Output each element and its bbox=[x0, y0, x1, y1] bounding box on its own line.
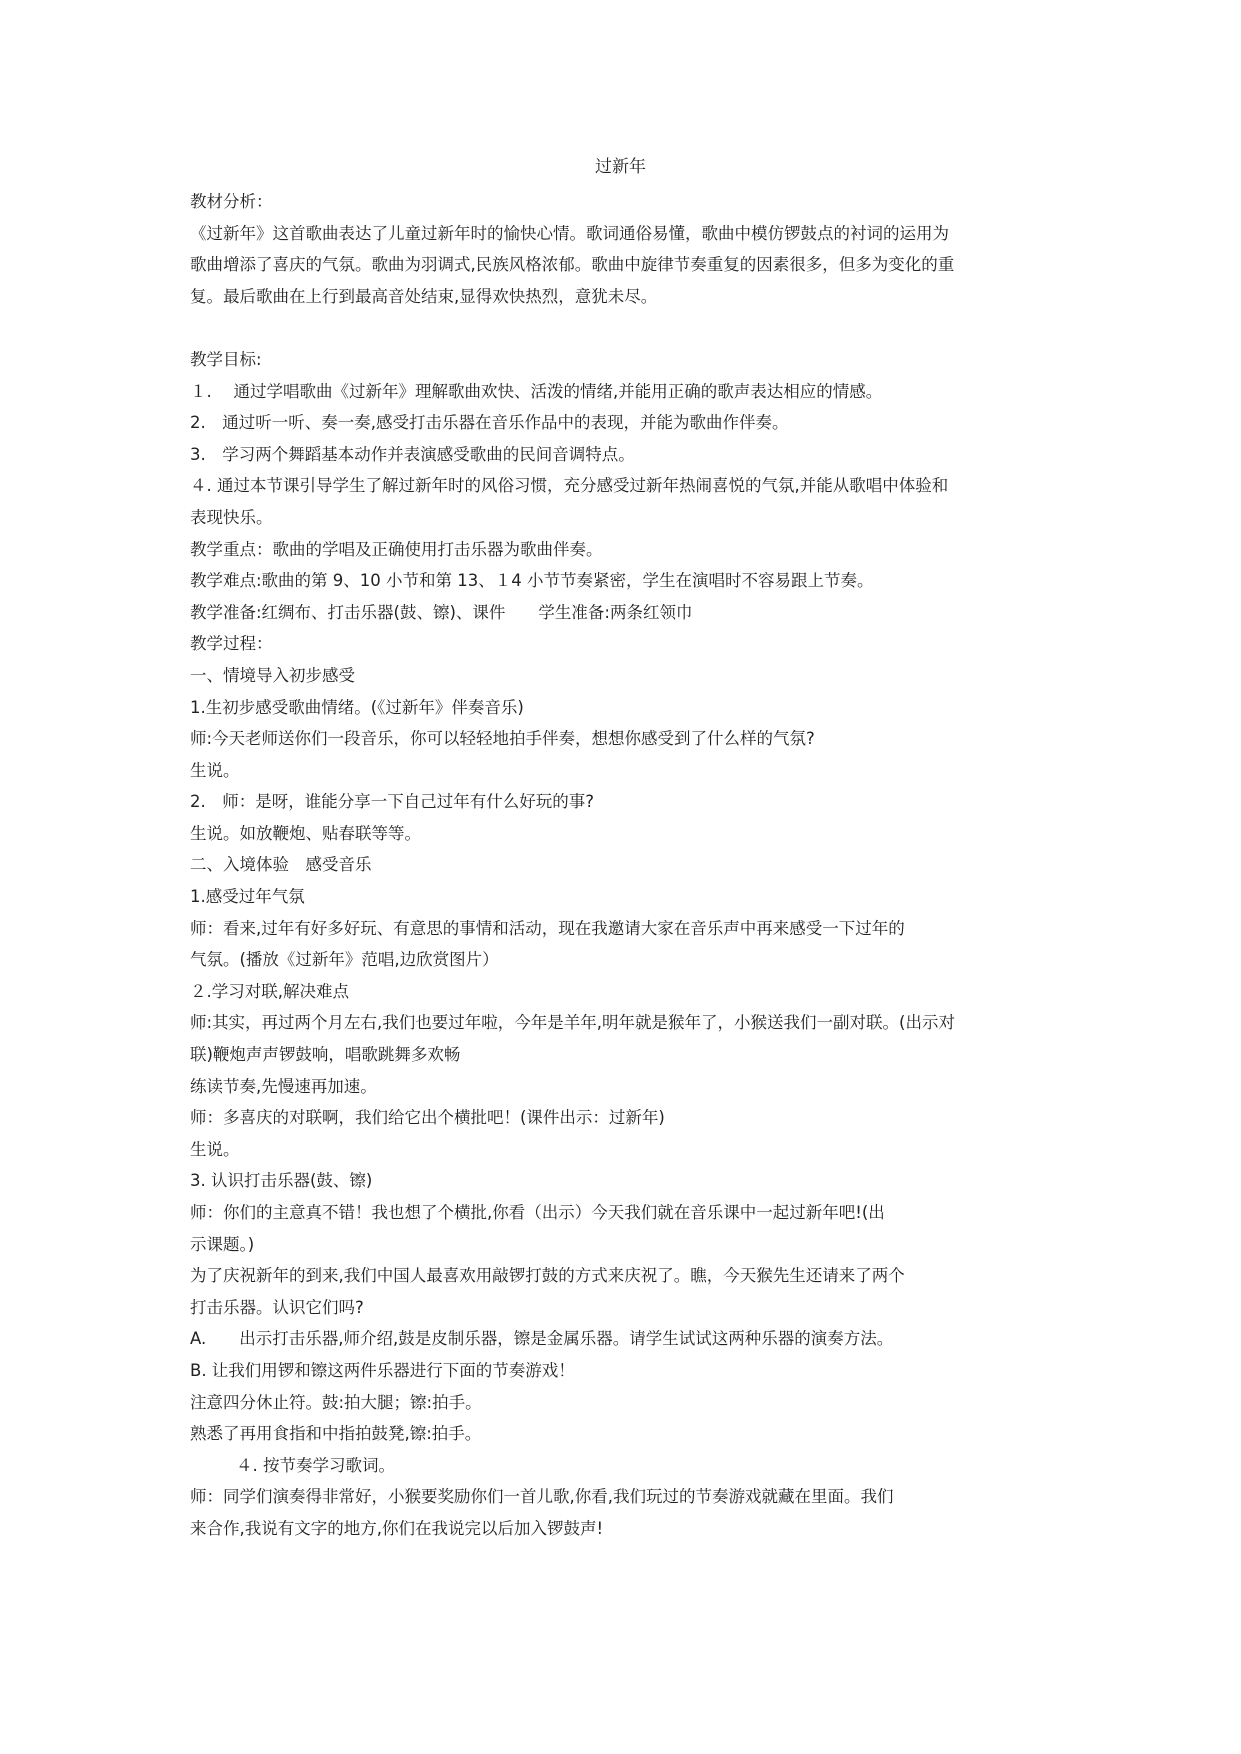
text-line: 歌曲增添了喜庆的气氛。歌曲为羽调式,民族风格浓郁。歌曲中旋律节奏重复的因素很多，但多为变化的重 bbox=[190, 255, 955, 275]
text-line: ４. 通过本节课引导学生了解过新年时的风俗习惯，充分感受过新年热闹喜悦的气氛,并能从歌唱中体验和 bbox=[190, 476, 949, 496]
text-line: ４. 按节奏学习歌词。 bbox=[236, 1455, 395, 1475]
text-line: 教学准备:红绸布、打击乐器(鼓、镲)、课件 学生准备:两条红领巾 bbox=[190, 602, 693, 622]
text-line: 3. 学习两个舞蹈基本动作并表演感受歌曲的民间音调特点。 bbox=[190, 444, 635, 464]
text-line: 3. 认识打击乐器(鼓、镲) bbox=[190, 1171, 373, 1191]
blank-line bbox=[190, 312, 1060, 344]
text-line: 教材分析： bbox=[190, 192, 273, 211]
text-line: 教学难点:歌曲的第 9、10 小节和第 13、１4 小节节奏紧密，学生在演唱时不容易跟上节奏。 bbox=[190, 571, 874, 591]
text-line: 生说。 bbox=[190, 1139, 240, 1159]
text-line: 师：多喜庆的对联啊，我们给它出个横批吧！(课件出示：过新年) bbox=[190, 1108, 665, 1128]
text-line: 师：看来,过年有好多好玩、有意思的事情和活动，现在我邀请大家在音乐声中再来感受一下过年的 bbox=[190, 918, 905, 938]
document-body bbox=[190, 186, 1060, 1545]
text-line: 师:其实，再过两个月左右,我们也要过年啦，今年是羊年,明年就是猴年了，小猴送我们一副对联。(出示对 bbox=[190, 1013, 955, 1033]
document-title: 过新年 bbox=[595, 157, 646, 177]
text-line: 复。最后歌曲在上行到最高音处结束,显得欢快热烈，意犹未尽。 bbox=[190, 286, 658, 306]
text-line: 师：你们的主意真不错！我也想了个横批,你看（出示）今天我们就在音乐课中一起过新年吧!(出 bbox=[190, 1203, 885, 1222]
text-line: 《过新年》这首歌曲表达了儿童过新年时的愉快心情。歌词通俗易懂，歌曲中模仿锣鼓点的衬词的运用为 bbox=[190, 223, 949, 243]
text-line: 2. 通过听一听、奏一奏,感受打击乐器在音乐作品中的表现，并能为歌曲作伴奏。 bbox=[190, 413, 789, 433]
text-line: 生说。如放鞭炮、贴春联等等。 bbox=[190, 823, 421, 843]
text-line: 2. 师：是呀，谁能分享一下自己过年有什么好玩的事? bbox=[190, 792, 595, 812]
text-line: A. 出示打击乐器,师介绍,鼓是皮制乐器，镲是金属乐器。请学生试试这两种乐器的演奏方法。 bbox=[190, 1329, 894, 1349]
text-line: B. 让我们用锣和镲这两件乐器进行下面的节奏游戏！ bbox=[190, 1360, 575, 1380]
text-line: 师：同学们演奏得非常好，小猴要奖励你们一首儿歌,你看,我们玩过的节奏游戏就藏在里面。我们 bbox=[190, 1487, 894, 1507]
text-line: 师:今天老师送你们一段音乐，你可以轻轻地拍手伴奏，想想你感受到了什么样的气氛? bbox=[190, 729, 815, 749]
text-line: 一、情境导入初步感受 bbox=[190, 665, 355, 685]
text-line: 示课题。) bbox=[190, 1234, 255, 1254]
text-line: 1.生初步感受歌曲情绪。(《过新年》伴奏音乐) bbox=[190, 697, 524, 717]
text-line: 气氛。(播放《过新年》范唱,边欣赏图片） bbox=[190, 950, 499, 970]
text-line: 联)鞭炮声声锣鼓响，唱歌跳舞多欢畅 bbox=[190, 1045, 461, 1065]
text-line: 表现快乐。 bbox=[190, 507, 273, 527]
text-line: 注意四分休止符。鼓:拍大腿；镲:拍手。 bbox=[190, 1392, 482, 1412]
text-line: １. 通过学唱歌曲《过新年》理解歌曲欢快、活泼的情绪,并能用正确的歌声表达相应的情感。 bbox=[190, 381, 883, 401]
text-line: 打击乐器。认识它们吗? bbox=[190, 1297, 364, 1317]
text-line: 生说。 bbox=[190, 760, 240, 780]
text-line: 为了庆祝新年的到来,我们中国人最喜欢用敲锣打鼓的方式来庆祝了。瞧，今天猴先生还请来了两个 bbox=[190, 1266, 905, 1286]
text-line: 1.感受过年气氛 bbox=[190, 887, 305, 907]
text-line: 练读节奏,先慢速再加速。 bbox=[190, 1076, 377, 1096]
text-line: 教学目标: bbox=[190, 349, 262, 369]
text-line: 二、入境体验 感受音乐 bbox=[190, 855, 372, 875]
text-line: 教学重点：歌曲的学唱及正确使用打击乐器为歌曲伴奏。 bbox=[190, 539, 603, 559]
text-line: 来合作,我说有文字的地方,你们在我说完以后加入锣鼓声! bbox=[190, 1518, 604, 1538]
text-line: 熟悉了再用食指和中指拍鼓凳,镲:拍手。 bbox=[190, 1424, 482, 1444]
text-line: ２.学习对联,解决难点 bbox=[190, 981, 349, 1001]
text-line: 教学过程： bbox=[190, 634, 273, 654]
